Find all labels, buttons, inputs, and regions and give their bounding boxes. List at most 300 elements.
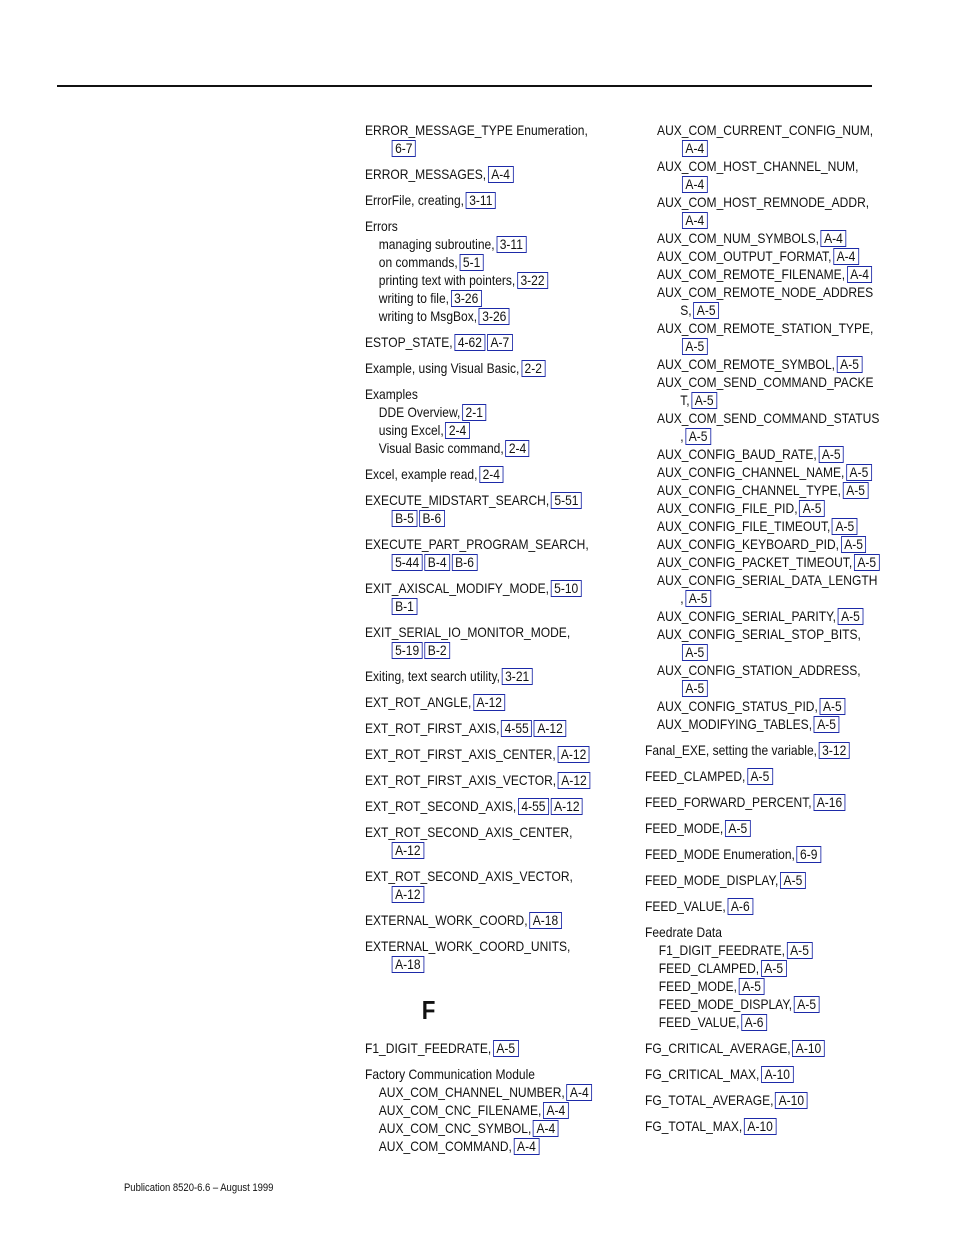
index-entry-term [365,333,623,351]
entry-text: printing text with pointers, [378,272,516,288]
index-entry-term [657,608,863,624]
index-entry-term [645,1117,913,1135]
entry-text: AUX_CONFIG_SERIAL_STOP_BITS, [657,626,861,642]
page-reference-link[interactable]: A-4 [682,140,708,157]
entry-text: Feedrate Data [645,924,722,940]
entry-text: managing subroutine, [378,236,495,252]
entry-continuation [657,391,913,409]
entry-text: FG_CRITICAL_MAX, [645,1066,760,1082]
page-reference-link[interactable]: A-5 [814,716,840,733]
index-entry [365,579,623,615]
entry-text: AUX_COM_CNC_FILENAME, [378,1102,542,1118]
index-entry-term [365,191,623,209]
entry-continuation [365,641,623,659]
index-entry-term [645,897,913,915]
entry-continuation [365,553,623,571]
index-entry-term [365,745,623,763]
index-entry-term [657,320,873,336]
entry-text: S, [680,302,692,318]
index-entry-term [657,266,872,282]
page-reference-link[interactable]: A-4 [682,212,708,229]
index-entries-e [365,121,623,973]
entry-text: Excel, example read, [365,466,478,482]
index-entry-term [657,698,845,714]
page-reference-link[interactable]: A-12 [558,772,590,789]
page-reference-link[interactable]: 5-19 [392,642,423,659]
index-entry [645,1039,913,1057]
page-reference-link[interactable]: 3-22 [517,272,548,289]
index-entry [645,897,913,915]
page-reference-link[interactable]: A-5 [838,608,864,625]
entry-text: EXT_ROT_ANGLE, [365,694,472,710]
page-reference-link[interactable]: B-5 [392,510,418,527]
entry-text: T, [680,392,690,408]
page-reference-link[interactable]: A-12 [534,720,566,737]
index-entry [365,911,623,929]
index-entry-term [657,158,858,174]
page-reference-link[interactable]: A-5 [846,464,872,481]
index-entry-term [365,911,623,929]
entry-text: FG_CRITICAL_AVERAGE, [645,1040,791,1056]
page-reference-link[interactable]: A-4 [682,176,708,193]
index-entry [365,191,623,209]
index-entry [365,1039,623,1057]
index-entry-term [645,871,913,889]
index-entry-term [365,359,623,377]
page-reference-link[interactable]: A-4 [566,1084,592,1101]
index-entry-term [365,823,623,841]
entry-text: AUX_COM_REMOTE_STATION_TYPE, [657,320,874,336]
page-reference-link[interactable]: A-4 [488,166,514,183]
entry-text: , [680,428,684,444]
index-entry-term [365,535,623,553]
page-reference-link[interactable]: A-5 [691,392,717,409]
entry-text: FG_TOTAL_AVERAGE, [645,1092,774,1108]
entry-continuation [657,211,913,229]
index-subentry [645,941,913,959]
page-reference-link[interactable]: A-5 [818,446,844,463]
index-entry-term [365,1065,623,1083]
index-subentry [645,1013,913,1031]
entry-text: AUX_COM_CHANNEL_NUMBER, [378,1084,565,1100]
page-reference-link[interactable]: A-5 [854,554,880,571]
entry-text: FEED_CLAMPED, [658,960,760,976]
index-entry [365,385,623,457]
page-reference-link[interactable]: A-5 [799,500,825,517]
page-reference-link[interactable]: A-10 [761,1066,793,1083]
page-reference-link[interactable]: 4-55 [501,720,532,737]
page-reference-link[interactable]: 3-26 [451,290,482,307]
page-reference-link[interactable]: A-5 [682,338,708,355]
index-entry-term [657,518,858,534]
page-reference-link[interactable]: A-5 [794,996,820,1013]
page-reference-link[interactable]: A-7 [487,334,513,351]
entry-text: AUX_CONFIG_STATION_ADDRESS, [657,662,861,678]
entry-continuation [365,841,623,859]
page-reference-link[interactable]: 5-10 [551,580,582,597]
index-entry-term [645,1091,913,1109]
entry-continuation [657,427,913,445]
index-entry-term [365,491,623,509]
index-entry [365,1065,623,1155]
entry-text: AUX_COM_REMOTE_NODE_ADDRES [657,284,874,300]
page-reference-link[interactable]: A-4 [821,230,847,247]
index-entry-term [657,446,844,462]
index-entry-term [657,356,862,372]
index-entry-term [645,741,913,759]
entry-text: FEED_VALUE, [658,1014,740,1030]
index-entry [645,1091,913,1109]
index-entry-term [657,230,846,246]
entry-text: FEED_MODE, [658,978,738,994]
index-subentry [365,403,623,421]
entry-text: AUX_CONFIG_STATUS_PID, [657,698,818,714]
entry-text: AUX_COM_NUM_SYMBOLS, [657,230,819,246]
entry-text: EXECUTE_PART_PROGRAM_SEARCH, [365,536,589,552]
index-subentry [365,1101,623,1119]
page-reference-link[interactable]: A-5 [747,768,773,785]
page-reference-link[interactable]: 2-4 [479,466,503,483]
entry-text: AUX_CONFIG_SERIAL_DATA_LENGTH [657,572,878,588]
entry-text: AUX_COM_REMOTE_SYMBOL, [657,356,836,372]
index-subentry [365,421,623,439]
page-reference-link[interactable]: 4-55 [518,798,549,815]
index-column-right [645,121,913,1143]
entry-text: ErrorFile, creating, [365,192,465,208]
page-reference-link[interactable]: A-6 [727,898,753,915]
index-entry-term [365,693,623,711]
page-reference-link[interactable]: A-10 [792,1040,824,1057]
index-entry-term [657,662,861,678]
entry-text: using Excel, [378,422,444,438]
entry-text: EXT_ROT_FIRST_AXIS_VECTOR, [365,772,557,788]
page-reference-link[interactable]: 5-44 [392,554,423,571]
index-subentry [645,995,913,1013]
page-reference-link[interactable]: 3-12 [819,742,850,759]
index-entry-term [365,667,623,685]
entry-text: FEED_VALUE, [645,898,726,914]
page-reference-link[interactable]: A-5 [693,302,719,319]
index-entry-term [365,579,623,597]
index-entry-term [657,500,825,516]
index-entry-term [365,121,623,139]
entry-text: Fanal_EXE, setting the variable, [645,742,818,758]
index-entry [645,767,913,785]
page-reference-link[interactable]: 5-51 [551,492,582,509]
entry-text: FEED_FORWARD_PERCENT, [645,794,812,810]
page-reference-link[interactable]: A-5 [493,1040,519,1057]
index-entry-term [657,716,839,732]
entry-text: Factory Communication Module [365,1066,535,1082]
page-reference-link[interactable]: 3-11 [496,236,526,253]
index-entry [365,165,623,183]
page-reference-link[interactable]: A-18 [392,956,424,973]
continued-subentries [645,121,913,733]
index-entry-term [657,554,879,570]
page-reference-link[interactable]: A-18 [529,912,561,929]
index-entry [645,793,913,811]
index-subentry [365,271,623,289]
entry-text: F1_DIGIT_FEEDRATE, [365,1040,492,1056]
index-entry-term [657,410,879,426]
index-entry-term [365,385,623,403]
index-entry [365,359,623,377]
entry-text: AUX_COM_HOST_REMNODE_ADDR, [657,194,870,210]
entry-text: AUX_COM_REMOTE_FILENAME, [657,266,846,282]
page-reference-link[interactable]: A-6 [741,1014,767,1031]
entry-text: AUX_COM_OUTPUT_FORMAT, [657,248,832,264]
page-reference-link[interactable]: 3-21 [502,668,533,685]
index-entry [645,1065,913,1083]
index-entry-term [657,248,859,264]
page-reference-link[interactable]: 4-62 [454,334,485,351]
entry-text: AUX_COM_CURRENT_CONFIG_NUM, [657,122,874,138]
page-reference-link[interactable]: A-10 [744,1118,776,1135]
index-entry [365,937,623,973]
page-reference-link[interactable]: A-5 [725,820,751,837]
page-reference-link[interactable]: B-2 [424,642,450,659]
index-entry-term [645,923,913,941]
entry-text: EXT_ROT_FIRST_AXIS, [365,720,500,736]
header-rule [57,85,872,87]
page-reference-link[interactable]: A-5 [780,872,806,889]
index-entry-term [657,194,869,210]
page-reference-link[interactable]: A-12 [473,694,505,711]
page-reference-link[interactable]: 6-9 [797,846,821,863]
entry-text: FEED_MODE Enumeration, [645,846,795,862]
index-entry-term [645,845,913,863]
index-subentry [365,1137,623,1155]
page-reference-link[interactable]: A-5 [841,536,867,553]
index-entry-term [645,819,913,837]
index-entry [645,871,913,889]
entry-text: AUX_COM_COMMAND, [378,1138,512,1154]
entry-text: AUX_CONFIG_FILE_PID, [657,500,798,516]
page-reference-link[interactable]: 6-7 [392,140,416,157]
index-entry [365,867,623,903]
entry-text: F1_DIGIT_FEEDRATE, [658,942,785,958]
entry-continuation [365,139,623,157]
entry-text: EXECUTE_MIDSTART_SEARCH, [365,492,550,508]
index-subentry [645,959,913,977]
entry-continuation [657,643,913,661]
index-subentry [365,1083,623,1101]
entry-text: AUX_COM_CNC_SYMBOL, [378,1120,532,1136]
index-entry-term [645,793,913,811]
page-reference-link[interactable]: 2-1 [462,404,486,421]
entry-text: AUX_CONFIG_PACKET_TIMEOUT, [657,554,853,570]
index-entry [365,465,623,483]
entry-text: Example, using Visual Basic, [365,360,520,376]
index-entry-term [645,767,913,785]
page-reference-link[interactable]: A-5 [787,942,813,959]
entry-continuation [657,679,913,697]
section-letter: F [421,995,436,1025]
index-entry-term [645,1039,913,1057]
entry-text: AUX_MODIFYING_TABLES, [657,716,813,732]
index-entry [365,667,623,685]
index-subentry [365,439,623,457]
entry-text: EXT_ROT_SECOND_AXIS_VECTOR, [365,868,573,884]
entry-text: Exiting, text search utility, [365,668,500,684]
index-entry-term [657,572,877,588]
entry-text: ESTOP_STATE, [365,334,453,350]
page-reference-link[interactable]: A-4 [543,1102,569,1119]
index-entry [645,819,913,837]
page-reference-link[interactable]: B-4 [424,554,450,571]
page-reference-link[interactable]: A-12 [392,886,424,903]
index-entry-term [657,464,872,480]
entry-text: Visual Basic command, [378,440,504,456]
entry-continuation [365,509,623,527]
entry-text: AUX_COM_SEND_COMMAND_STATUS [657,410,880,426]
index-entry-term [657,536,866,552]
index-entry-term [365,165,623,183]
entry-text: AUX_CONFIG_CHANNEL_TYPE, [657,482,842,498]
index-entry-term [365,937,623,955]
entry-text: FG_TOTAL_MAX, [645,1118,743,1134]
index-entry [645,845,913,863]
index-entry [365,333,623,351]
entry-text: FEED_MODE, [645,820,724,836]
entry-text: AUX_CONFIG_SERIAL_PARITY, [657,608,836,624]
index-column-left [365,121,623,1163]
entry-text: EXIT_SERIAL_IO_MONITOR_MODE, [365,624,571,640]
page-reference-link[interactable]: 2-2 [521,360,545,377]
index-subentry [365,289,623,307]
entry-text: FEED_MODE_DISPLAY, [658,996,793,1012]
page-reference-link[interactable]: B-6 [419,510,445,527]
page-reference-link[interactable]: A-5 [832,518,858,535]
entry-continuation [365,597,623,615]
entry-text: DDE Overview, [378,404,461,420]
entry-text: AUX_COM_SEND_COMMAND_PACKE [657,374,874,390]
page-reference-link[interactable]: B-6 [452,554,478,571]
index-entries-right [645,741,913,1135]
index-entry [365,719,623,737]
entry-text: Errors [365,218,398,234]
page-reference-link[interactable]: A-5 [739,978,765,995]
index-entry-term [657,374,874,390]
entry-continuation [657,589,913,607]
page-reference-link[interactable]: A-5 [761,960,787,977]
page-reference-link[interactable]: A-16 [813,794,845,811]
entry-text: on commands, [378,254,458,270]
entry-text: FEED_MODE_DISPLAY, [645,872,779,888]
entry-text: EXIT_AXISCAL_MODIFY_MODE, [365,580,549,596]
index-entry-term [645,1065,913,1083]
entry-text: writing to file, [378,290,450,306]
page-reference-link[interactable]: 3-26 [479,308,510,325]
page-reference-link[interactable]: A-4 [833,248,859,265]
index-entry [365,491,623,527]
page-reference-link[interactable]: A-5 [843,482,869,499]
page-reference-link[interactable]: A-5 [685,428,711,445]
page-reference-link[interactable]: A-12 [392,842,424,859]
index-subentry [365,307,623,325]
page-reference-link[interactable]: A-4 [514,1138,540,1155]
index-subentry [365,1119,623,1137]
entry-text: FEED_CLAMPED, [645,768,746,784]
page-reference-link[interactable]: 2-4 [445,422,469,439]
page-reference-link[interactable]: 2-4 [505,440,529,457]
index-entry [365,693,623,711]
page-reference-link[interactable]: A-10 [775,1092,807,1109]
entry-text: AUX_COM_HOST_CHANNEL_NUM, [657,158,859,174]
index-entry-term [657,122,873,138]
index-entries-f [365,1039,623,1155]
index-entry [365,121,623,157]
entry-text: writing to MsgBox, [378,308,478,324]
page-reference-link[interactable]: A-4 [533,1120,559,1137]
page-reference-link[interactable]: A-5 [685,590,711,607]
index-entry-term [365,465,623,483]
page-reference-link[interactable]: A-5 [682,680,708,697]
publication-footer: Publication 8520-6.6 – August 1999 [124,1182,274,1194]
page-reference-link[interactable]: A-4 [847,266,873,283]
index-entry-term [365,623,623,641]
entry-text: EXT_ROT_SECOND_AXIS, [365,798,517,814]
entry-text: EXTERNAL_WORK_COORD_UNITS, [365,938,571,954]
entry-continuation [365,955,623,973]
index-entry-term [657,626,861,642]
index-entry [645,741,913,759]
entry-text: ERROR_MESSAGE_TYPE Enumeration, [365,122,588,138]
index-entry-term [657,284,873,300]
page-reference-link[interactable]: A-12 [557,746,589,763]
index-entry [365,535,623,571]
index-entry [365,771,623,789]
index-entry-term [365,797,623,815]
index-entry [365,745,623,763]
index-entry-term [365,217,623,235]
page-reference-link[interactable]: A-5 [682,644,708,661]
index-entry-term [365,1039,623,1057]
index-entry [365,217,623,325]
entry-text: EXT_ROT_FIRST_AXIS_CENTER, [365,746,556,762]
entry-text: EXTERNAL_WORK_COORD, [365,912,528,928]
entry-continuation [657,139,913,157]
index-subentry [365,253,623,271]
index-entry [365,823,623,859]
entry-text: AUX_CONFIG_FILE_TIMEOUT, [657,518,831,534]
entry-text: AUX_CONFIG_CHANNEL_NAME, [657,464,845,480]
entry-continuation [657,175,913,193]
entry-text: AUX_CONFIG_KEYBOARD_PID, [657,536,840,552]
index-entry-term [365,867,623,885]
entry-continuation [365,885,623,903]
index-entry [645,923,913,1031]
index-entry-term [657,482,868,498]
index-entry [365,797,623,815]
page-reference-link[interactable]: B-1 [392,598,418,615]
index-entry [365,623,623,659]
page-reference-link[interactable]: A-5 [837,356,863,373]
index-entry [645,1117,913,1135]
entry-continuation [657,337,913,355]
entry-text: EXT_ROT_SECOND_AXIS_CENTER, [365,824,573,840]
entry-continuation [657,301,913,319]
index-subentry [645,977,913,995]
index-entry-term [365,719,623,737]
index-entry-term [365,771,623,789]
entry-text: , [680,590,684,606]
page-reference-link[interactable]: 5-1 [459,254,483,271]
page-reference-link[interactable]: 3-11 [466,192,496,209]
entry-text: ERROR_MESSAGES, [365,166,487,182]
page-reference-link[interactable]: A-5 [820,698,846,715]
page-reference-link[interactable]: A-12 [551,798,583,815]
